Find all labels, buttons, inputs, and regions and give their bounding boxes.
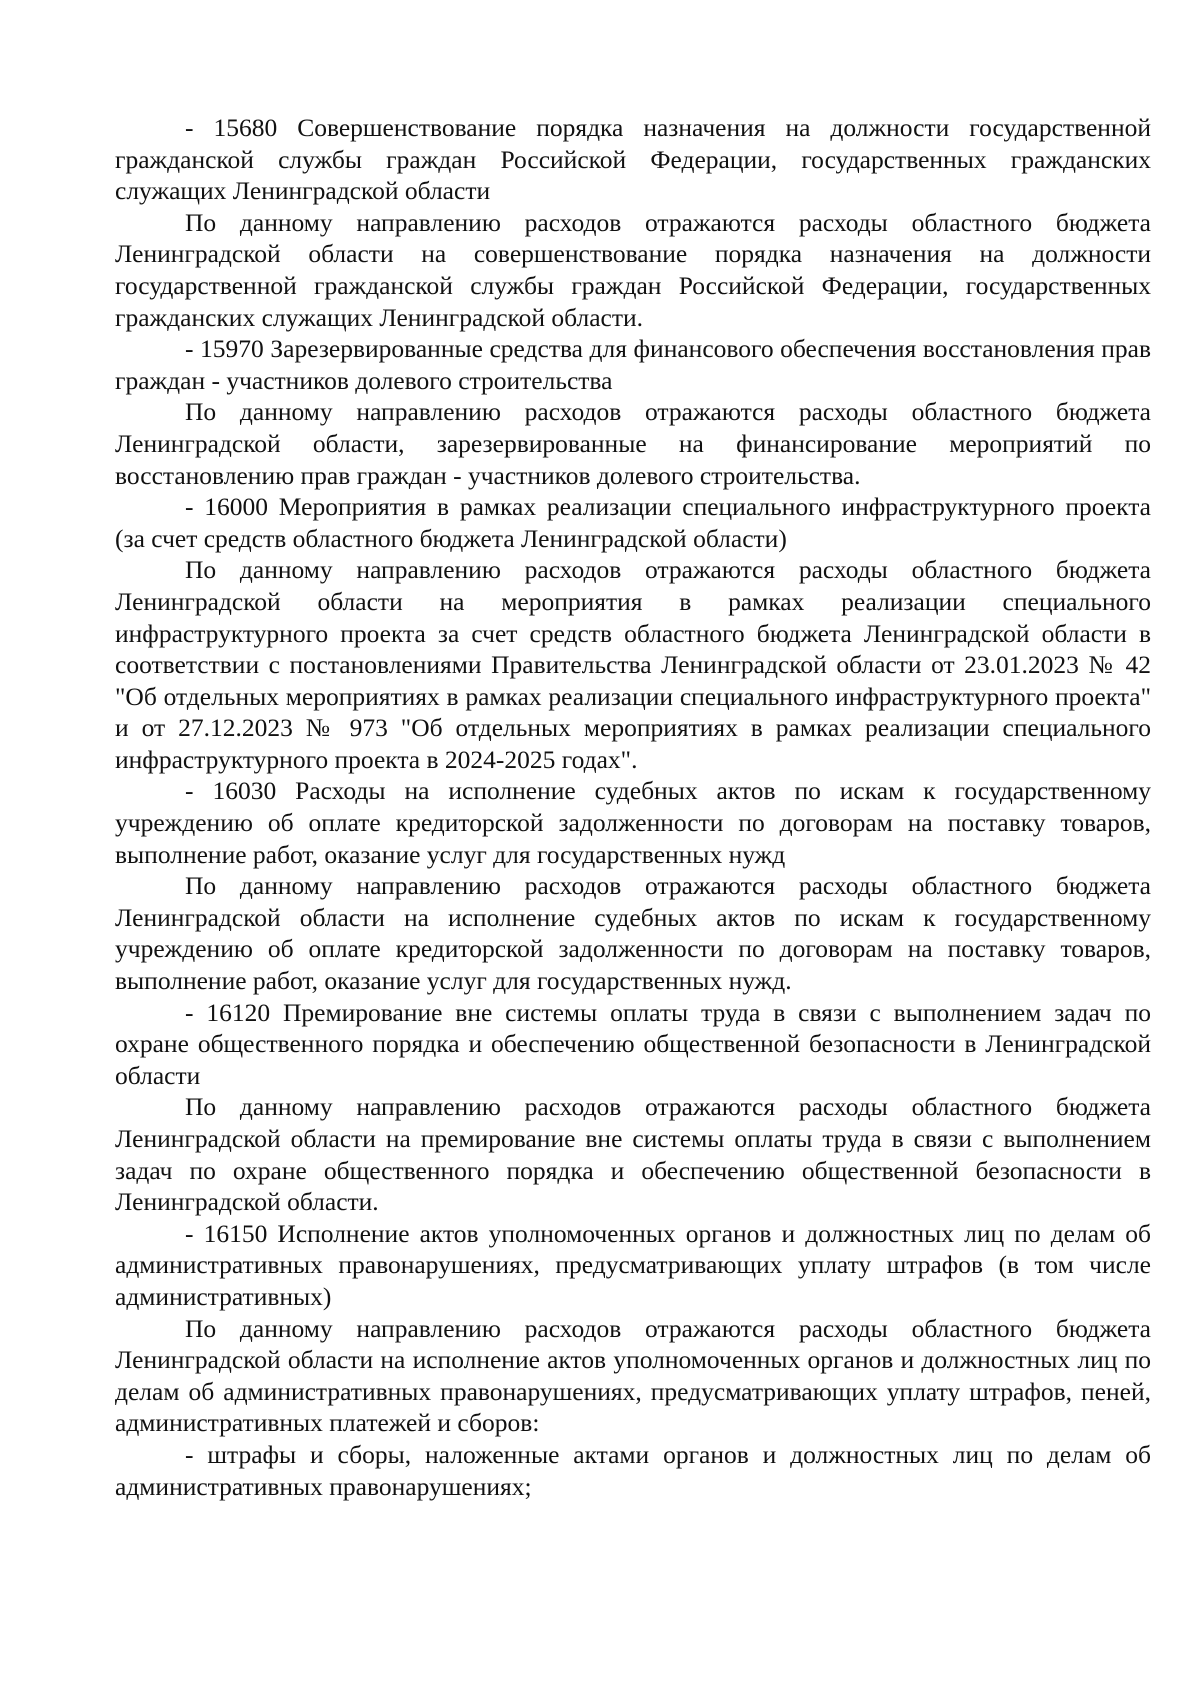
paragraph-16030-heading: - 16030 Расходы на исполнение судебных актов по искам к государственному учреждению об оплате кредиторской задолженности по договорам на поставку товаров, выполнение работ, оказание услуг для государственных нужд xyxy=(115,776,1151,869)
paragraph-16000-heading: - 16000 Мероприятия в рамках реализации специального инфраструктурного проекта (за счет средств областного бюджета Ленинградской области) xyxy=(115,492,1151,553)
paragraph-fines-list-item: - штрафы и сборы, наложенные актами органов и должностных лиц по делам об административных правонарушениях; xyxy=(115,1439,1151,1501)
paragraph-16000-description: По данному направлению расходов отражаются расходы областного бюджета Ленинградской области на мероприятия в рамках реализации специального инфраструктурного проекта за счет средств областного бюджета Ленинградской области в соответствии с постановлениями Правительства Ленинградской области от 23.01.2023 № 42 "Об отдельных мероприятиях в рамках реализации специального инфраструктурного проекта" и от 27.12.2023 № 973 "Об отдельных мероприятиях в рамках реализации специального инфраструктурного проекта в 2024-2025 годах". xyxy=(115,555,1151,774)
paragraph-15970-description: По данному направлению расходов отражаются расходы областного бюджета Ленинградской области, зарезервированные на финансирование мероприятий по восстановлению прав граждан - участников долевого строительства. xyxy=(115,397,1151,490)
paragraph-16030-description: По данному направлению расходов отражаются расходы областного бюджета Ленинградской области на исполнение судебных актов по искам к государственному учреждению об оплате кредиторской задолженности по договорам на поставку товаров, выполнение работ, оказание услуг для государственных нужд. xyxy=(115,871,1151,996)
paragraph-15970-heading: - 15970 Зарезервированные средства для финансового обеспечения восстановления прав граждан - участников долевого строительства xyxy=(115,334,1151,395)
paragraph-15680-heading: - 15680 Совершенствование порядка назначения на должности государственной гражданской службы граждан Российской Федерации, государственных гражданских служащих Ленинградской области xyxy=(115,113,1151,206)
document-page xyxy=(115,112,1151,1502)
paragraph-16120-heading: - 16120 Премирование вне системы оплаты труда в связи с выполнением задач по охране общественного порядка и обеспечению общественной безопасности в Ленинградской области xyxy=(115,997,1151,1090)
paragraph-16120-description: По данному направлению расходов отражаются расходы областного бюджета Ленинградской области на премирование вне системы оплаты труда в связи с выполнением задач по охране общественного порядка и обеспечению общественной безопасности в Ленинградской области. xyxy=(115,1092,1151,1217)
paragraph-15680-description: По данному направлению расходов отражаются расходы областного бюджета Ленинградской области на совершенствование порядка назначения на должности государственной гражданской службы граждан Российской Федерации, государственных гражданских служащих Ленинградской области. xyxy=(115,207,1151,332)
paragraph-16150-heading: - 16150 Исполнение актов уполномоченных органов и должностных лиц по делам об административных правонарушениях, предусматривающих уплату штрафов (в том числе административных) xyxy=(115,1218,1151,1311)
paragraph-16150-description: По данному направлению расходов отражаются расходы областного бюджета Ленинградской области на исполнение актов уполномоченных органов и должностных лиц по делам об административных правонарушениях, предусматривающих уплату штрафов, пеней, административных платежей и сборов: xyxy=(115,1313,1151,1438)
